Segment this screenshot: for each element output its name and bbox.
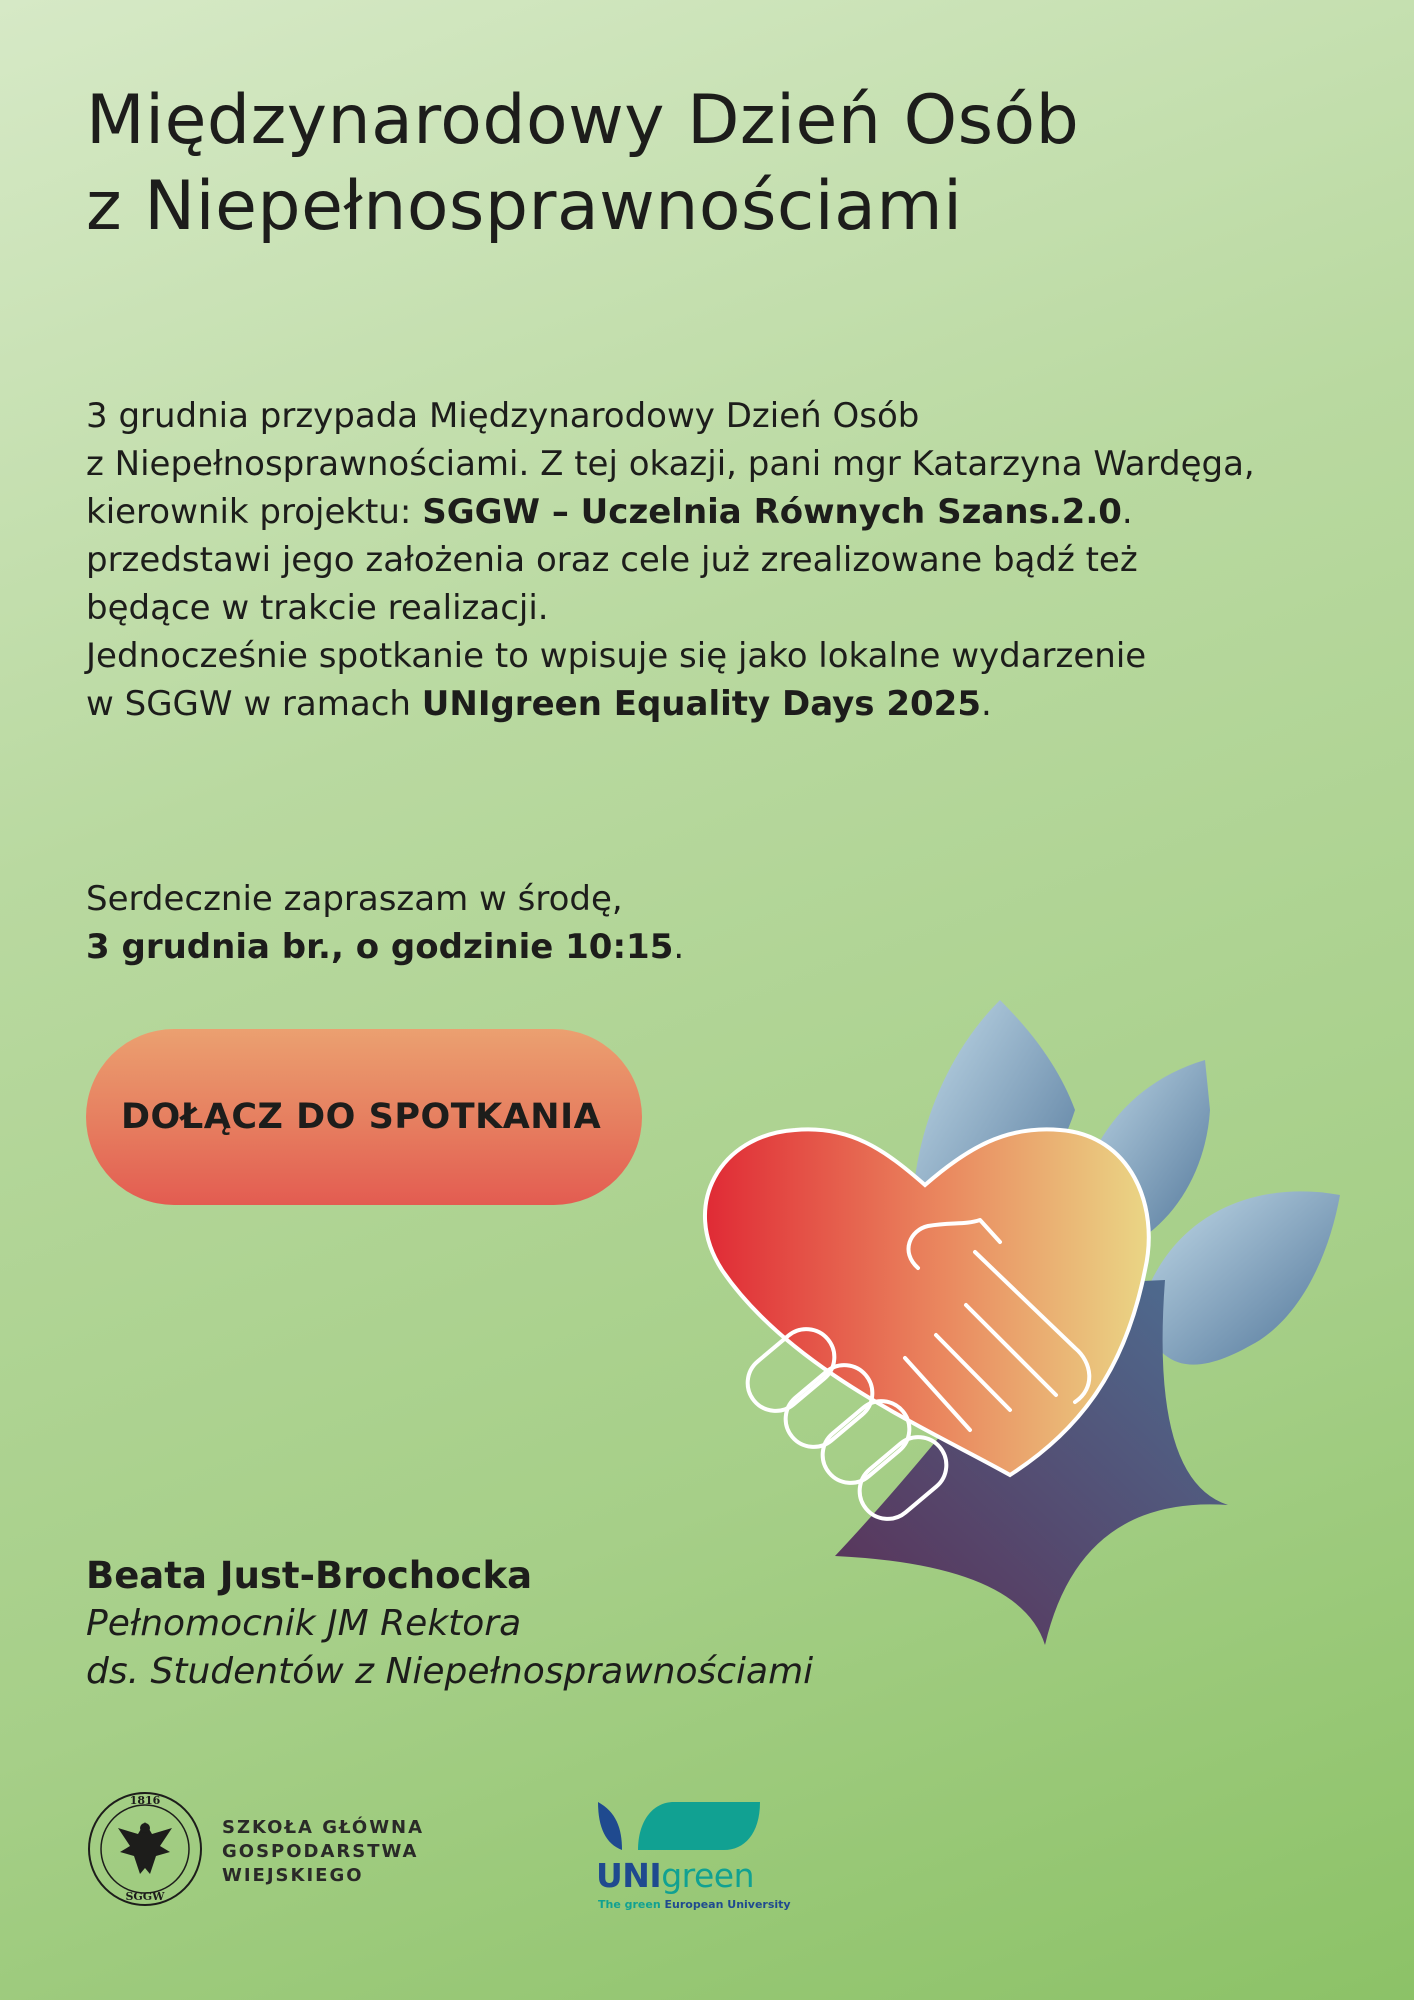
sggw-name-line: WIEJSKIEGO bbox=[222, 1865, 364, 1886]
page-title bbox=[86, 78, 1346, 250]
meeting-date bbox=[86, 923, 684, 971]
sggw-eagle-seal-icon bbox=[86, 1790, 204, 1908]
meeting-date-bold: 3 grudnia br., o godzinie 10:15 bbox=[86, 927, 674, 967]
join-meeting-button[interactable]: DOŁĄCZ DO SPOTKANIA bbox=[86, 1029, 642, 1205]
unigreen-wordmark bbox=[596, 1856, 754, 1895]
body-text-fragment: w SGGW w ramach bbox=[86, 684, 422, 724]
title-line-2: z Niepełnosprawnościami bbox=[86, 167, 963, 246]
body-text-fragment: . bbox=[981, 684, 992, 724]
invite-line: Serdecznie zapraszam w środę, bbox=[86, 879, 623, 919]
body-text-fragment: kierownik projektu: bbox=[86, 492, 423, 532]
project-name: SGGW – Uczelnia Równych Szans.2.0 bbox=[422, 492, 1122, 532]
seal-year: 1816 bbox=[129, 1794, 161, 1807]
tagline-rest: European University bbox=[660, 1898, 791, 1911]
body-line: z Niepełnosprawnościami. Z tej okazji, pani mgr Katarzyna Wardęga, bbox=[86, 444, 1255, 484]
signatory-name: Beata Just-Brochocka bbox=[86, 1554, 533, 1597]
body-line: przedstawi jego założenia oraz cele już zrealizowane bądź też bbox=[86, 540, 1138, 580]
signatory-role: Pełnomocnik JM Rektora bbox=[86, 1603, 522, 1644]
invitation-text bbox=[86, 875, 684, 971]
signature bbox=[86, 1552, 813, 1696]
body-text-fragment: . bbox=[1121, 492, 1133, 532]
body-line: Jednocześnie spotkanie to wpisuje się jako lokalne wydarzenie bbox=[86, 636, 1147, 676]
event-name: UNIgreen Equality Days 2025 bbox=[421, 684, 981, 724]
leaf-shape bbox=[1140, 1191, 1340, 1364]
body-line bbox=[86, 488, 1376, 536]
sggw-name-line: GOSPODARSTWA bbox=[222, 1841, 419, 1862]
seal-abbr: SGGW bbox=[125, 1890, 165, 1903]
sggw-logo-text bbox=[222, 1816, 424, 1888]
announcement-text bbox=[86, 392, 1376, 728]
body-line bbox=[86, 680, 1376, 728]
sggw-name-line: SZKOŁA GŁÓWNA bbox=[222, 1817, 425, 1838]
body-text-fragment: . bbox=[673, 927, 685, 967]
title-line-1: Międzynarodowy Dzień Osób bbox=[86, 81, 1080, 160]
unigreen-uni: UNI bbox=[596, 1856, 662, 1895]
body-line: będące w trakcie realizacji. bbox=[86, 588, 549, 628]
body-line: 3 grudnia przypada Międzynarodowy Dzień Osób bbox=[86, 396, 920, 436]
signatory-role: ds. Studentów z Niepełnosprawnościami bbox=[86, 1651, 814, 1692]
unigreen-tagline bbox=[598, 1898, 791, 1911]
unigreen-green: green bbox=[661, 1856, 755, 1895]
tagline-green: The green bbox=[598, 1898, 661, 1911]
